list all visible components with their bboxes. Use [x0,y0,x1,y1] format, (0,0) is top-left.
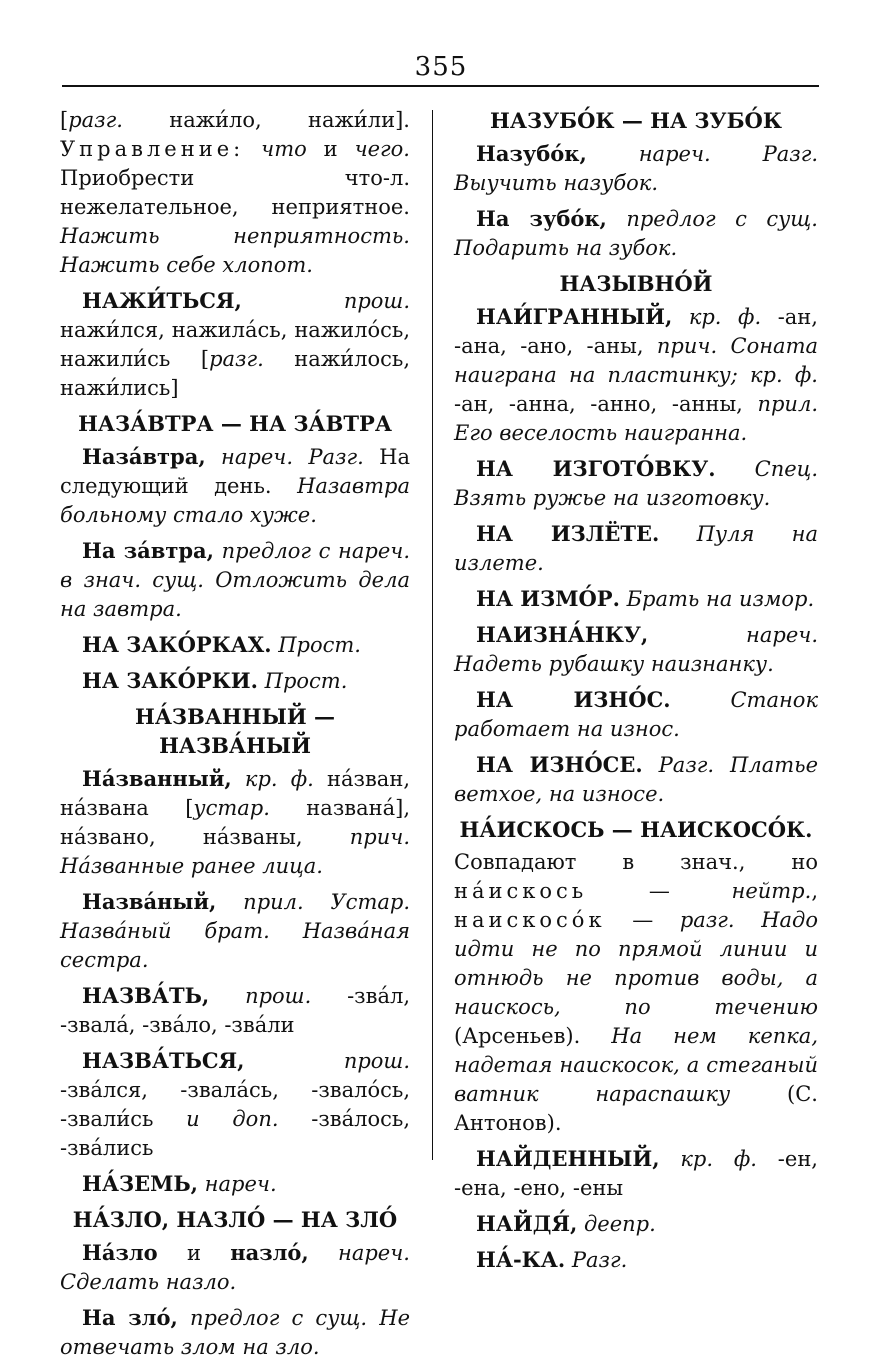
group-heading-naiskos: НА́ИСКОСЬ — НАИСКОСО́К. [459,817,813,842]
entry-nazhit-continued: [разг. нажи́ло, нажи́ли]. Управление: что и чего. Приобрести что-л. нежелательное, неприятное. Нажить неприятность. Нажить себе хлопот. [60,108,410,277]
entry-na-zavtra: На за́втра, предлог с нареч. в знач. сущ. Отложить дела на завтра. [60,538,410,621]
entry-na-zakorkakh: НА ЗАКО́РКАХ. Прост. [82,632,361,657]
entry-nazhitsya: НАЖИ́ТЬСЯ, прош. нажи́лся, нажила́сь, нажило́сь, нажили́сь [разг. нажи́лось, нажи́лись] [60,288,410,400]
entry-nazubok: Назубо́к, нареч. Разг. Выучить назубок. [454,141,818,195]
entry-na-izmor: НА ИЗМО́Р. Брать на измор. [476,586,815,611]
entry-naiskos-usage: Совпадают в знач., но на́искось — нейтр., наискосо́к — разг. Надо идти не по прямой линии и отнюдь не против воды, а наискось, по течению (Арсеньев). На нем кепка, надетая наискосок, а стеганый ватник нараспашку (С. Антонов). [454,850,819,1135]
group-heading-nazvannyi: НА́ЗВАННЫЙ — НАЗВА́НЫЙ [134,704,335,758]
column-divider [432,110,433,1160]
entry-naidennyi: НАЙДЕННЫЙ, кр. ф. -ен, -ена, -ено, -ены [454,1146,818,1200]
entry-nazlo-adverb: На́зло и назло́, нареч. Сделать назло. [60,1240,410,1294]
entry-nazvatsya: НАЗВА́ТЬСЯ, прош. -зва́лся, -звала́сь, -звало́сь, -звали́сь и доп. -зва́лось, -зва́лись [60,1048,410,1160]
entry-na-izlete: НА ИЗЛЁТЕ. Пуля на излете. [454,521,818,575]
entry-nazvat: НАЗВА́ТЬ, прош. -зва́л, -звала́, -зва́ло, -зва́ли [60,983,410,1037]
right-column [454,106,818,1281]
entry-na-iznose: НА ИЗНО́СЕ. Разг. Платье ветхое, на износе. [454,752,818,806]
entry-naiznanku: НАИЗНА́НКУ, нареч. Надеть рубашку наизнанку. [454,622,818,676]
entry-nazem: НА́ЗЕМЬ, нареч. [82,1171,277,1196]
entry-na-zubok: На зубо́к, предлог с сущ. Подарить на зубок. [454,206,818,260]
entry-na-zlo: На зло́, предлог с сущ. Не отвечать злом на зло. [60,1305,410,1359]
entry-na-zakorki: НА ЗАКО́РКИ. Прост. [82,668,348,693]
entry-nazvanyi: Назва́ный, прил. Устар. Назва́ный брат. Назва́ная сестра. [60,889,410,972]
group-heading-nazubok: НАЗУБО́К — НА ЗУБО́К [490,108,782,133]
entry-naigrannyi: НАИ́ГРАННЫЙ, кр. ф. -ан, -ана, -ано, -аны, прич. Соната наиграна на пластинку; кр. ф. -ан, -анна, -анно, -анны, прил. Его веселость наигранна. [454,304,819,445]
group-heading-nazlo: НА́ЗЛО, НАЗЛО́ — НА ЗЛО́ [72,1207,398,1232]
header-rule [62,85,819,87]
page-number: 355 [414,52,468,82]
entry-nazvannyi: На́званный, кр. ф. на́зван, на́звана [устар. названа́], на́звано, на́званы, прич. На́званные ранее лица. [60,766,411,878]
group-heading-nazyvnoi: НАЗЫВНО́Й [559,271,713,296]
entry-na-izgotovku: НА ИЗГОТО́ВКУ. Спец. Взять ружье на изготовку. [454,456,818,510]
left-column [60,106,410,1368]
entry-naidya: НАЙДЯ́, деепр. [476,1211,656,1236]
group-heading-nazavtra: НАЗА́ВТРА — НА ЗА́ВТРА [78,411,392,436]
entry-na-ka: НА́-КА. Разг. [476,1247,628,1272]
entry-na-iznos: НА ИЗНО́С. Станок работает на износ. [454,687,818,741]
entry-nazavtra-adverb: Наза́втра, нареч. Разг. На следующий день. Назавтра больному стало хуже. [60,444,410,527]
